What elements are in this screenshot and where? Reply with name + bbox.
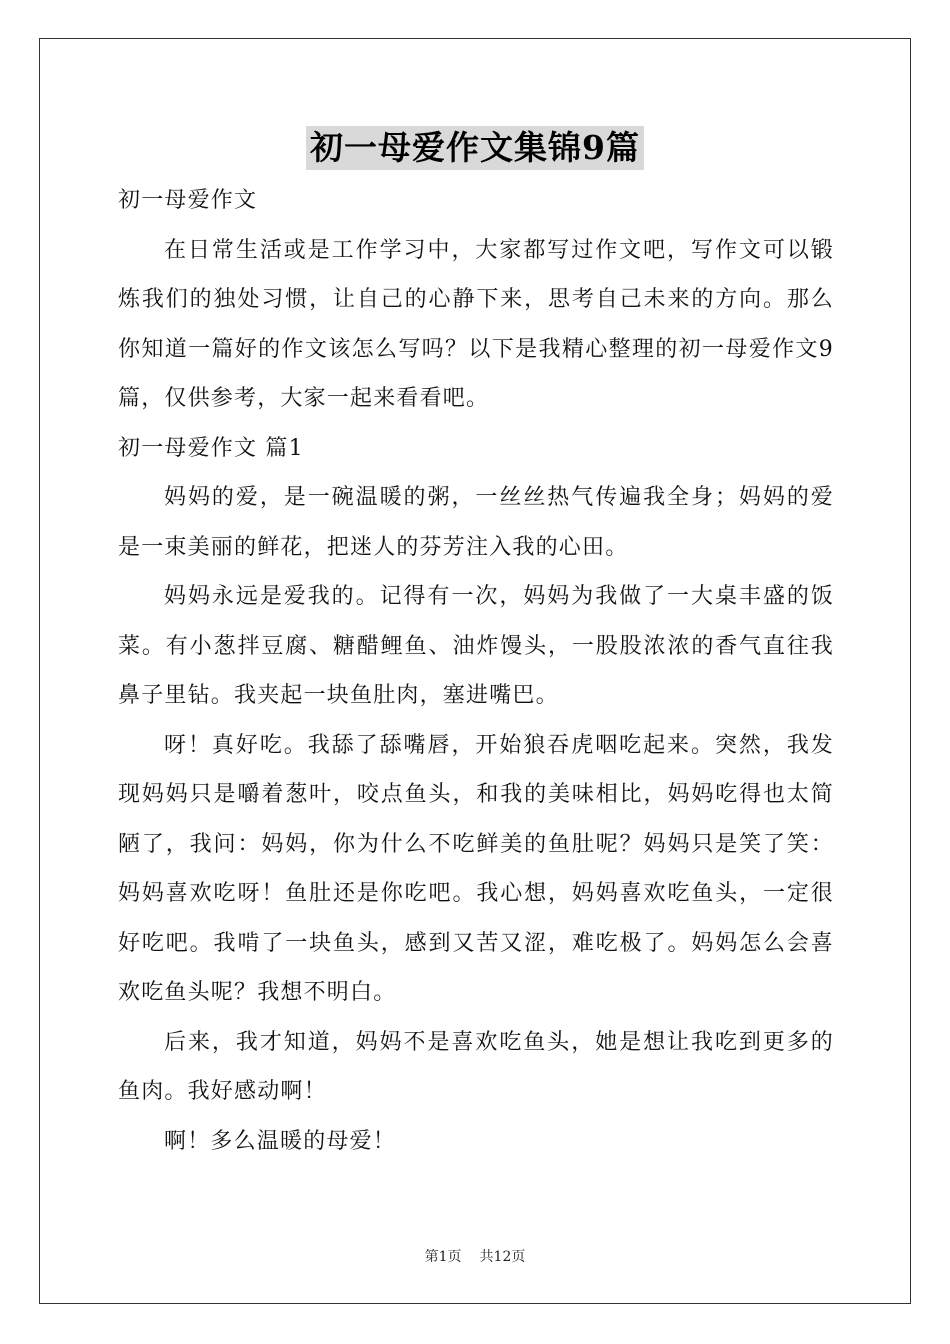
page-number: 第1页	[424, 1249, 462, 1265]
document-body	[118, 176, 834, 1166]
section-heading: 初一母爱作文 篇1	[118, 435, 304, 461]
body-paragraph: 啊！多么温暖的母爱！	[164, 1128, 397, 1154]
page-total: 共12页	[479, 1249, 526, 1265]
document-title: 初一母爱作文集锦9篇	[306, 126, 644, 170]
body-paragraph: 呀！真好吃。我舔了舔嘴唇，开始狼吞虎咽吃起来。突然，我发现妈妈只是嚼着葱叶，咬点鱼头，和我的美味相比，妈妈吃得也太简陋了，我问：妈妈，你为什么不吃鲜美的鱼肚呢？妈妈只是笑了笑：妈妈喜欢吃呀！鱼肚还是你吃吧。我心想，妈妈喜欢吃鱼头，一定很好吃吧。我啃了一块鱼头，感到又苦又涩，难吃极了。妈妈怎么会喜欢吃鱼头呢？我想不明白。	[118, 732, 834, 1005]
body-paragraph: 后来，我才知道，妈妈不是喜欢吃鱼头，她是想让我吃到更多的鱼肉。我好感动啊！	[118, 1029, 834, 1104]
body-paragraph: 妈妈的爱，是一碗温暖的粥，一丝丝热气传遍我全身；妈妈的爱是一束美丽的鲜花，把迷人的芬芳注入我的心田。	[118, 485, 834, 560]
section-heading: 初一母爱作文	[118, 188, 258, 213]
page-footer	[0, 1247, 950, 1267]
body-paragraph: 妈妈永远是爱我的。记得有一次，妈妈为我做了一大桌丰盛的饭菜。有小葱拌豆腐、糖醋鲤鱼、油炸馒头，一股股浓浓的香气直往我鼻子里钻。我夹起一块鱼肚肉，塞进嘴巴。	[118, 584, 834, 708]
title-container	[0, 126, 950, 170]
intro-paragraph: 在日常生活或是工作学习中，大家都写过作文吧，写作文可以锻炼我们的独处习惯，让自己的心静下来，思考自己未来的方向。那么你知道一篇好的作文该怎么写吗？以下是我精心整理的初一母爱作文9篇，仅供参考，大家一起来看看吧。	[118, 237, 834, 411]
